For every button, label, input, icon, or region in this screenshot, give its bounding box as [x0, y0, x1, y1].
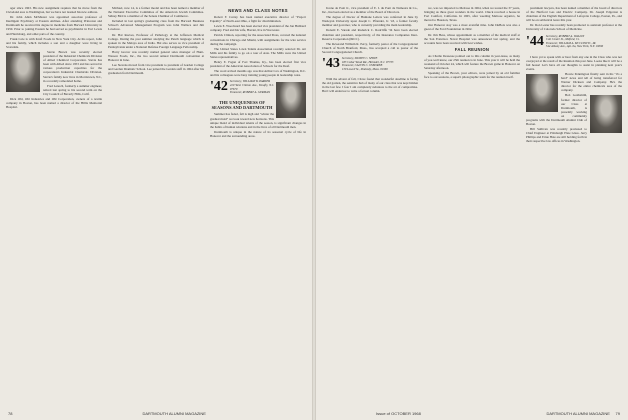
paragraph: As Charlie Dessesse pointed out to this column in year-issue, as many of you well know, our 25th reunion is in June. This year it will be held the weekend of October 24, which will feature the Brown game in Hanover on Saturday afternoon.	[424, 53, 520, 71]
paragraph: Fred Lenoch, formerly a summer engineer, retired last spring to his second term on the City Council of Beverly Hills, Calif.	[43, 83, 102, 96]
paragraph: Dr. John Allen McMaster was appointed associate professor of Intelligent Psychiatry at Eastern Airlines. After attending Princeton and Dartmouth he received his degree in medicine from Harvard University in 1950. Prior to joining Eastern he had served as psychiatrist in Fort Lewis and Harrisburg, and other parts of the country.	[6, 15, 102, 36]
paragraph: Summer has faded, fall is nigh and "winter the gradual mold" we look toward new horizons. This unique blend of individual talents of the season, is significant changes in the habits of human relations and in the lives of all Dartmouth men.	[210, 112, 306, 129]
paragraph: Ircene de Pont Jr., vice president of E. I. du Pont de Nemours & Co., Inc., has been elected as a member of the Board of Directors.	[322, 6, 418, 15]
page-footer	[546, 411, 620, 416]
paragraph: The Reverend William R. Perry, formerly pastor of the Congregational Church of North Branford, Mass., has accepted a call to pastor of the Second Congregational Church.	[322, 41, 418, 54]
left-column-3	[210, 6, 306, 139]
paragraph: Lewis E. Woodward has been elected vice president of the Jan Hubbard company. Fred and his wife, Harriet, live in Worcester.	[210, 24, 306, 33]
class-treasurer: Treasurer, WILLIAM A. MCCLINTIC, JR.	[545, 40, 597, 45]
paragraph: Howie Pennington finally sent in his "it's a hard" news and tell of being transferred for Warner Dickson and Company. He's the director for the entire chemicals area of the company.	[561, 71, 622, 93]
class-note-header	[322, 57, 418, 75]
right-page	[316, 0, 628, 420]
page-number: 79	[615, 411, 620, 416]
paragraph: ager since 1963. His new assignment requires that he move from the Cleveland area to Washington, but we have not learned his new address.	[6, 6, 102, 15]
class-secretary: Secretary, WILLIAM W. PARKER	[229, 79, 271, 84]
paragraph: Stevie Brown was recently elected president of the Industrial Chemicals Division of Allied Chemical Corporation. Stevie has been with Allied since 1953 and has served in various production capacities for the corporation's Industrial Chemicals Division. Stevie's family now lives in Morristown, N.J., in a recently remodeled home.	[43, 49, 102, 83]
paragraph: With the advent of fall, I have found that wonderful deadline is facing the old garden, the sensitive hub of many of our class that was kept hidden in the last few. I fear I am completely nebulous to the art of compromise. But I will endeavor to write a factual column.	[322, 77, 418, 94]
right-column-2	[424, 6, 520, 81]
paragraph: we, was we imported to Melrose in 1964, when we toured the 37 years, bringing us three great wonders in the world. Chuck received a house in Fort Comfort, California. In 1965, after weeding Melrose organics, he moved to Houston, Texas.	[424, 6, 520, 23]
class-treasurer-address: 544 Albany Ave., Apt. 6a, New York, N.Y. 10006	[545, 44, 604, 49]
class-note-header	[526, 35, 622, 53]
paragraph: Bob Goldsmith, former director of our Class at Dartmouth, is presently working on community programs with the Dartmouth Alumni Club of Boston.	[526, 93, 587, 127]
paragraph: Michael, now 14, is a former model and has been named a member of the National Executive Committee of the American Jewish Committee. Sidney Bird is a member of the Senate Chamber of Commerce.	[108, 6, 204, 19]
section-heading: FALL REUNION	[454, 46, 490, 52]
class-address: Colt Center St., Milford, Ct.	[545, 37, 580, 42]
portrait-photo	[276, 82, 306, 118]
class-year: '43	[322, 56, 340, 72]
paragraph: Dr. Don Lester has recently been promoted to assistant professor at the University of Colorado School of Medicine.	[526, 23, 622, 32]
paragraph: Robert F. Curray has been named executive director of "Project Equality" of North-east Ohio, a fight for discrimination.	[210, 15, 306, 24]
page-footer	[8, 411, 206, 416]
class-note-header	[210, 80, 306, 98]
right-column-3	[526, 6, 622, 145]
paragraph: Dick Ohl, Ohl Industries and Ohl Corporation, owners of a textile company in Boston, has been named a director of the Hillis Memorial Hospital.	[6, 96, 102, 110]
paragraph: Included in last spring's graduating class from the Harvard Business School's Advanced Management Program was John Wallace and Jim Lovelace.	[108, 19, 204, 32]
class-treasurer: Treasurer, ROBERT A. GERMAN	[229, 90, 270, 95]
paragraph: I have yet to speak with or hear from any one in the Class who was not overjoyed at the result of the Reunion this past June. Looks like it will be a full house! Let's have all our thoughts to assist in planning next year's events.	[526, 54, 622, 71]
right-column-1	[322, 6, 418, 94]
class-year: '44	[526, 33, 544, 49]
paragraph: Dartmouth is unique in the nature of its seasonal cycle of life in Hanover and the surrounding areas.	[210, 129, 306, 138]
issue-line: Issue of OCTOBER 1968	[376, 411, 421, 416]
paragraph: Lee Stevens moved from vice president to president of Garden College and Garden Dramatic School. Lee joined the Garden staff in 1964 after his graduation from Dartmouth.	[108, 63, 204, 76]
class-address: 220 West Clinton Ave., Tenafly, N.J. 07670	[229, 83, 274, 91]
portrait-photo	[590, 95, 622, 133]
paragraph: Frank Cole is with Kraft Foods in New York City. At his report, John and his family, which includes a son and a daughter were living in Scarsdale.	[6, 36, 102, 49]
paragraph: prominent lawyers, has been named a member of the board of directors of the Hartford Gas and Electric Company. Dr. Joseph Edgerton is chairman of the English Department of Lafayette College, Easton, Pa., and will be on sabbatical leave this year.	[526, 6, 622, 23]
class-treasurer: Treasurer, CALVIN C. OSBORNE	[341, 63, 383, 68]
section-heading: NEWS AND CLASS NOTES	[228, 8, 288, 13]
paragraph: Henry E. Fagan of Fort Thomas, Ky., has been elected first vice president of the American Association of Schools for the Deaf.	[210, 60, 306, 69]
left-page	[0, 0, 312, 420]
paragraph: Our Hanover stay was a most eventful time. John DuBois was also a guest of the Ford Foundation in 1962.	[424, 23, 520, 32]
class-year: '42	[210, 79, 228, 95]
running-footer: DARTMOUTH ALUMNI MAGAZINE	[546, 411, 610, 416]
paragraph: Dr. Jim Hess, whose appointment as a member of the medical staff at the San Francisco Naval Hospital was announced last spring, and the accounts have been received with best wishes.	[424, 32, 520, 45]
section-subhead: THE UNIQUENESS OF SEASONS AND DARTMOUTH	[211, 100, 273, 111]
paragraph: The United States Lawn Tennis Association recently selected Dr. Art Mills and his family to go on a tour of Asia. The Mills were the United States representatives.	[210, 46, 306, 59]
portrait-photo	[6, 52, 40, 92]
portrait-photo	[526, 74, 558, 112]
paragraph: The degree of Doctor of Humane Letters was conferred in June by Wesleyan University upon Joseph C. Pfrunder, Jr. '43, a former faculty member and governor, who is currently providing the main leadership.	[322, 15, 418, 28]
left-column-1	[6, 6, 102, 110]
running-footer: DARTMOUTH ALUMNI MAGAZINE	[142, 411, 206, 416]
paragraph: Donald E. Varade and Roderick C. Radcliffe '34 have been elected chairman and president, respectively, of the Insurance Companies Inter-Reserve Corporation (IRCC).	[322, 28, 418, 41]
class-secretary: Secretary, SIDNEY C. SHIVE	[341, 56, 378, 61]
class-treasurer-address: 130 Lowell St., Peabody, Mass. 01960	[341, 66, 388, 71]
class-address: 183 Cedar Wood Rd., Holmdel, N.J. 07733	[341, 59, 394, 64]
left-column-2	[108, 6, 204, 77]
paragraph: Harry Grover was recently named general sales manager of Hunt-Wesson Foods, Inc., the two second annual Dartmouth convention at Hanover in June.	[108, 49, 204, 63]
class-secretary: Secretary, ROBERT A. WALLIN	[545, 33, 585, 38]
paragraph: Dr. Hal Reeves, Professor of Pathology at the Jefferson Medical College. During the past summer studying the Punch language which is spoken in the Malaya area of India. Hal also serves as vice president of Pennsylvania under a National Defense Foreign Language Fellowship.	[108, 32, 204, 49]
paragraph: Patrick Clinton, reporting for the Associated Press, covered the national conventions in Chicago and Miami, with assignments for the wire service during the campaign.	[210, 33, 306, 46]
paragraph: Bill Sullivan was recently promoted to Chief Engineer at Pittsburgh Plate Glass. Jerry Phillips and Ernie Hale are still holding forth in their respective law offices in Washington.	[526, 127, 587, 144]
page-number: 78	[8, 411, 13, 416]
paragraph: The word arrived months ago was that Arthur Cox of Washington, D.C. and his colleagues were busy training young people in leadership roles.	[210, 69, 306, 78]
paragraph: Speaking of the Brown, your editors, were joined by an old familiar face to our sessions, a superb photographic team for the reunion itself.	[424, 71, 520, 80]
